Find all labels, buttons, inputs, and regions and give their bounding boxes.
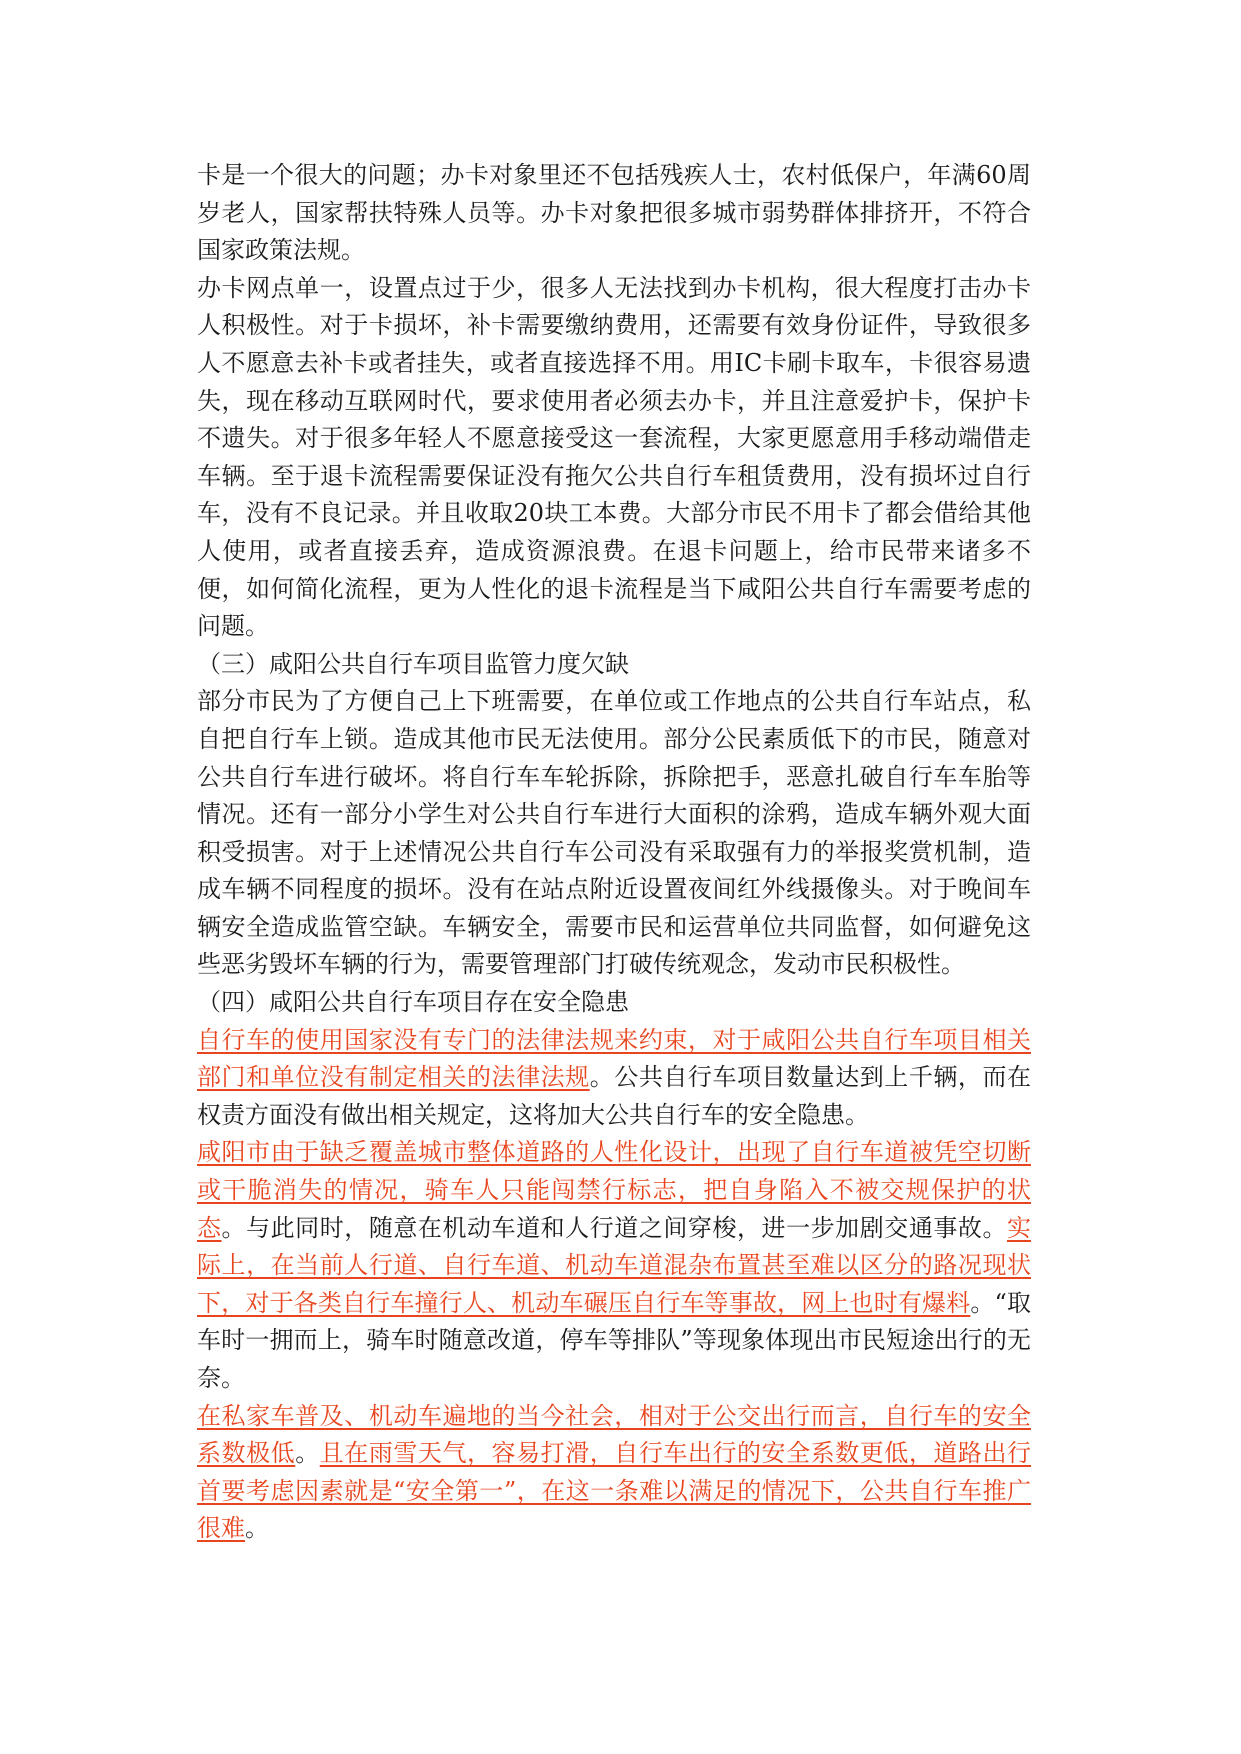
highlighted-text: 实际上，在当前人行道、自行车道、机动车道混杂布置甚至难以区分的路况现状下，对于各类自行车撞行人、机动车碾压自行车等事故，网上也时有爆料 <box>197 1213 1031 1317</box>
paragraph-safety-factor <box>197 1398 1031 1548</box>
text-segment: 部分市民为了方便自己上下班需要，在单位或工作地点的公共自行车站点，私自把自行车上锁。造成其他市民无法使用。部分公民素质低下的市民，随意对公共自行车进行破坏。将自行车车轮拆除，拆除把手，恶意扎破自行车车胎等情况。还有一部分小学生对公共自行车进行大面积的涂鸦，造成车辆外观大面积受损害。对于上述情况公共自行车公司没有采取强有力的举报奖赏机制，造成车辆不同程度的损坏。没有在站点附近设置夜间红外线摄像头。对于晚间车辆安全造成监管空缺。车辆安全，需要市民和运营单位共同监督，如何避免这些恶劣毁坏车辆的行为，需要管理部门打破传统观念，发动市民积极性。 <box>197 687 1031 979</box>
text-segment: 。公共自行车项目数量达到上千辆，而在权责方面没有做出相关规定，这将加大公共自行车的安全隐患。 <box>197 1063 1032 1129</box>
paragraph-card-issues <box>197 157 1031 270</box>
paragraph-road-design <box>197 1134 1031 1397</box>
text-segment: 。 <box>295 1439 320 1468</box>
heading-text: （四）咸阳公共自行车项目存在安全隐患 <box>197 988 629 1017</box>
text-segment: 。 <box>245 1514 269 1543</box>
paragraph-law <box>197 1022 1031 1135</box>
text-segment: 卡是一个很大的问题；办卡对象里还不包括残疾人士，农村低保户，年满60周岁老人，国家帮扶特殊人员等。办卡对象把很多城市弱势群体排挤开，不符合国家政策法规。 <box>197 161 1031 265</box>
highlighted-text: 在私家车普及、机动车遍地的当今社会，相对于公交出行而言，自行车的安全系数极低 <box>197 1401 1031 1468</box>
highlighted-text: 咸阳市由于缺乏覆盖城市整体道路的人性化设计，出现了自行车道被凭空切断或干脆消失的情况，骑车人只能闯禁行标志，把自身陷入不被交规保护的状态 <box>197 1138 1031 1242</box>
highlighted-text: 自行车的使用国家没有专门的法律法规来约束，对于咸阳公共自行车项目相关部门和单位没有制定相关的法律法规 <box>197 1025 1031 1092</box>
text-segment: 。与此同时，随意在机动车道和人行道之间穿梭，进一步加剧交通事故。 <box>221 1213 1007 1242</box>
text-segment: 。“取车时一拥而上，骑车时随意改道，停车等排队”等现象体现出市民短途出行的无奈。 <box>197 1288 1031 1392</box>
section-heading-safety <box>197 984 1031 1022</box>
section-heading-supervision <box>197 646 1031 684</box>
heading-text: （三）咸阳公共自行车项目监管力度欠缺 <box>197 649 629 678</box>
highlighted-text: 且在雨雪天气，容易打滑，自行车出行的安全系数更低，道路出行首要考虑因素就是“安全第一”，在这一条难以满足的情况下，公共自行车推广很难 <box>197 1439 1032 1543</box>
document-page <box>197 157 1031 1548</box>
text-segment: 办卡网点单一，设置点过于少，很多人无法找到办卡机构，很大程度打击办卡人积极性。对于卡损坏，补卡需要缴纳费用，还需要有效身份证件，导致很多人不愿意去补卡或者挂失，或者直接选择不用。用IC卡刷卡取车，卡很容易遗失，现在移动互联网时代，要求使用者必须去办卡，并且注意爱护卡，保护卡不遗失。对于很多年轻人不愿意接受这一套流程，大家更愿意用手移动端借走车辆。至于退卡流程需要保证没有拖欠公共自行车租赁费用，没有损坏过自行车，没有不良记录。并且收取20块工本费。大部分市民不用卡了都会借给其他人使用，或者直接丢弃，造成资源浪费。在退卡问题上，给市民带来诸多不便，如何简化流程，更为人性化的退卡流程是当下咸阳公共自行车需要考虑的问题。 <box>197 273 1031 641</box>
paragraph-supervision <box>197 683 1031 984</box>
paragraph-card-outlets <box>197 270 1031 646</box>
